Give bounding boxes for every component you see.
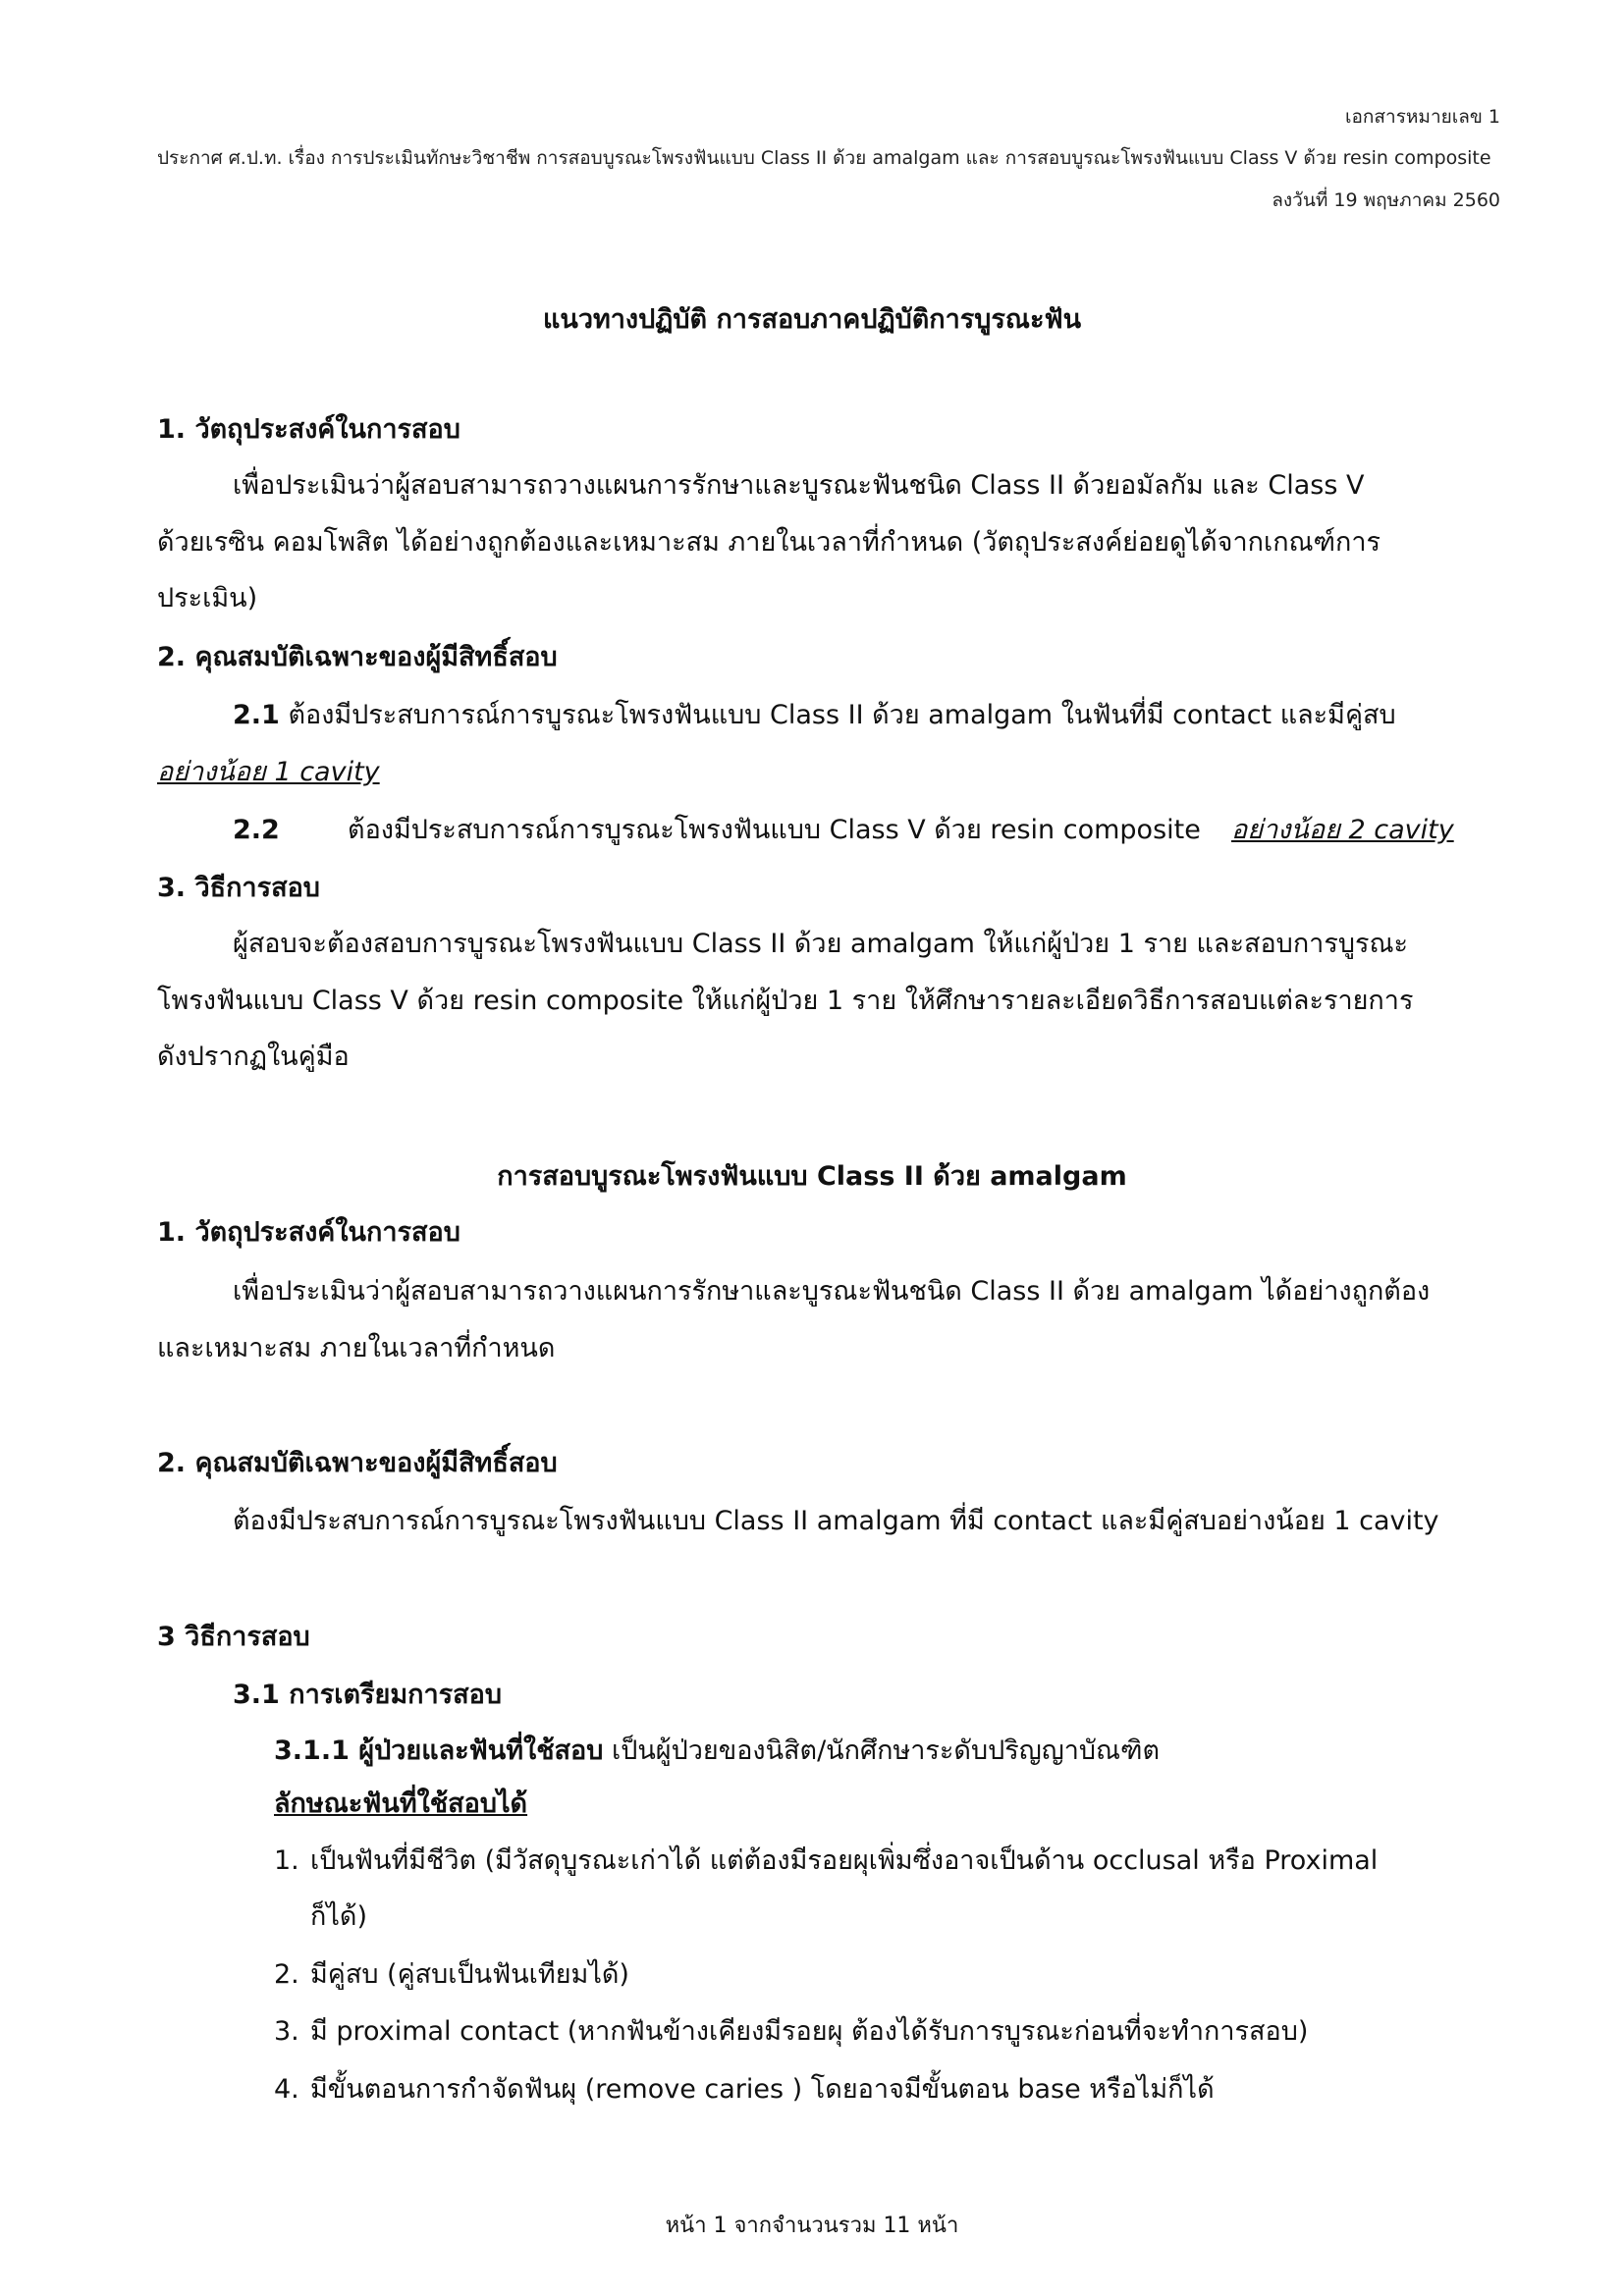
qualification-item-2-2 xyxy=(233,815,1454,846)
subsection-text: เป็นผู้ป่วยของนิสิต/นักศึกษาระดับปริญญาบัณฑิต xyxy=(603,1735,1161,1766)
method-text-line: ดังปรากฏในคู่มือ xyxy=(157,1041,350,1072)
criteria-item-text: มี proximal contact (หากฟันข้างเคียงมีรอยผุ ต้องได้รับการบูรณะก่อนที่จะทำการสอบ) xyxy=(310,2016,1309,2047)
section-method-heading: 3. วิธีการสอบ xyxy=(157,873,320,903)
patient-and-tooth-line xyxy=(274,1735,1160,1767)
criteria-item-text: มีคู่สบ (คู่สบเป็นฟันเทียมได้) xyxy=(310,1959,629,1990)
class-ii-section-title: การสอบบูรณะโพรงฟันแบบ Class II ด้วย amalgam xyxy=(497,1161,1127,1192)
section-objective-heading: 1. วัตถุประสงค์ในการสอบ xyxy=(157,1217,460,1248)
tooth-criteria-heading: ลักษณะฟันที่ใช้สอบได้ xyxy=(274,1789,528,1819)
objective-text-line: เพื่อประเมินว่าผู้สอบสามารถวางแผนการรักษาและบูรณะฟันชนิด Class II ด้วย amalgam ได้อย่างถูกต้อง xyxy=(233,1276,1431,1307)
qualification-text: ต้องมีประสบการณ์การบูรณะโพรงฟันแบบ Class II amalgam ที่มี contact และมีคู่สบอย่างน้อย 1 cavity xyxy=(233,1506,1439,1536)
criteria-item-number: 4. xyxy=(274,2074,299,2105)
document-number: เอกสารหมายเลข 1 xyxy=(1345,106,1500,128)
item-text: ต้องมีประสบการณ์การบูรณะโพรงฟันแบบ Class II ด้วย amalgam ในฟันที่มี contact และมีคู่สบ xyxy=(288,700,1396,730)
criteria-item-number: 1. xyxy=(274,1845,299,1876)
method-text-line: โพรงฟันแบบ Class V ด้วย resin composite ให้แก่ผู้ป่วย 1 ราย ให้ศึกษารายละเอียดวิธีการสอบแต่ละรายการ xyxy=(157,986,1414,1016)
criteria-item-number: 3. xyxy=(274,2016,299,2047)
announcement-date: ลงวันที่ 19 พฤษภาคม 2560 xyxy=(1272,189,1500,211)
announcement-line: ประกาศ ศ.ป.ท. เรื่อง การประเมินทักษะวิชาชีพ การสอบบูรณะโพรงฟันแบบ Class II ด้วย amalgam และ การสอบบูรณะโพรงฟันแบบ Class V ด้วย resin composite xyxy=(157,147,1491,169)
section-qualification-heading: 2. คุณสมบัติเฉพาะของผู้มีสิทธิ์สอบ xyxy=(157,642,558,672)
qualification-item-2-1 xyxy=(233,700,1396,731)
section-objective-heading: 1. วัตถุประสงค์ในการสอบ xyxy=(157,414,460,445)
criteria-item-text: เป็นฟันที่มีชีวิต (มีวัสดุบูรณะเก่าได้ แต่ต้องมีรอยผุเพิ่มซึ่งอาจเป็นด้าน occlusal หรือ Proximal xyxy=(310,1845,1379,1876)
objective-text-line: เพื่อประเมินว่าผู้สอบสามารถวางแผนการรักษาและบูรณะฟันชนิด Class II ด้วยอมัลกัม และ Class V xyxy=(233,470,1365,501)
item-number: 2.2 xyxy=(233,815,280,845)
page-title: แนวทางปฏิบัติ การสอบภาคปฏิบัติการบูรณะฟัน xyxy=(542,304,1082,335)
emphasis-text: อย่างน้อย 2 cavity xyxy=(1231,815,1454,845)
emphasis-text: อย่างน้อย 1 cavity xyxy=(157,757,380,787)
section-method-heading: 3 วิธีการสอบ xyxy=(157,1622,310,1652)
item-text: ต้องมีประสบการณ์การบูรณะโพรงฟันแบบ Class V ด้วย resin composite xyxy=(348,815,1201,845)
item-number: 2.1 xyxy=(233,700,280,730)
objective-text-line: และเหมาะสม ภายในเวลาที่กำหนด xyxy=(157,1333,556,1363)
page-number-footer: หน้า 1 จากจำนวนรวม 11 หน้า xyxy=(665,2214,959,2238)
objective-text-line: ประเมิน) xyxy=(157,583,258,614)
method-text-line: ผู้สอบจะต้องสอบการบูรณะโพรงฟันแบบ Class II ด้วย amalgam ให้แก่ผู้ป่วย 1 ราย และสอบการบูรณะ xyxy=(233,929,1409,959)
subsection-label: 3.1.1 ผู้ป่วยและฟันที่ใช้สอบ xyxy=(274,1735,604,1766)
criteria-item-text: มีขั้นตอนการกำจัดฟันผุ (remove caries ) โดยอาจมีขั้นตอน base หรือไม่ก็ได้ xyxy=(310,2074,1215,2105)
criteria-item-number: 2. xyxy=(274,1959,299,1990)
section-qualification-heading: 2. คุณสมบัติเฉพาะของผู้มีสิทธิ์สอบ xyxy=(157,1448,558,1478)
objective-text-line: ด้วยเรซิน คอมโพสิต ได้อย่างถูกต้องและเหมาะสม ภายในเวลาที่กำหนด (วัตถุประสงค์ย่อยดูได้จากเกณฑ์การ xyxy=(157,527,1381,558)
criteria-item-text-continued: ก็ได้) xyxy=(310,1901,367,1932)
exam-preparation-heading: 3.1 การเตรียมการสอบ xyxy=(233,1680,502,1710)
